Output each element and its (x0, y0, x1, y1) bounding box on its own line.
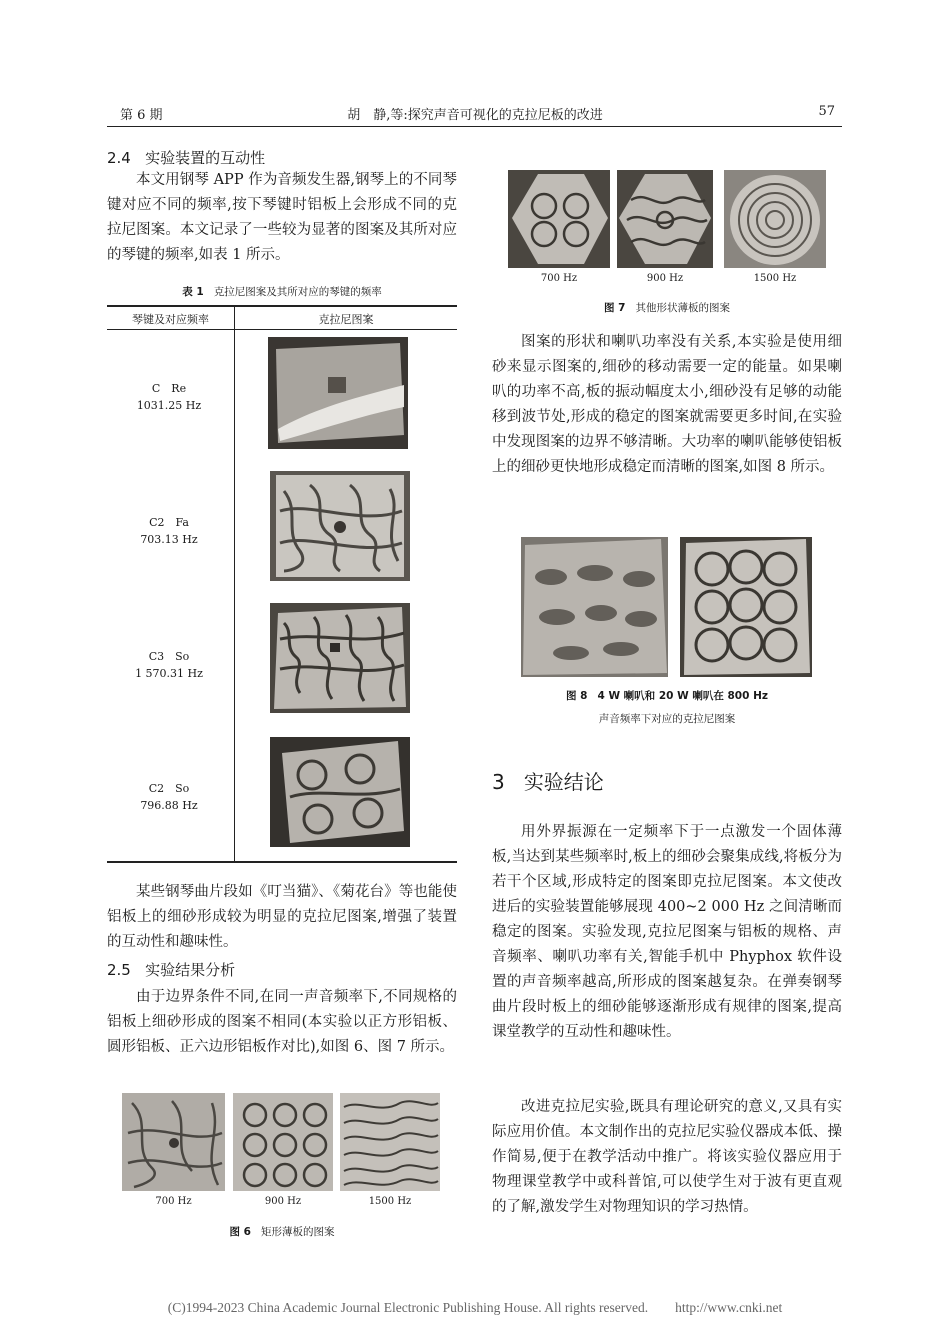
running-header-issue: 第 6 期 (120, 108, 163, 123)
row-key: C Re (151, 382, 187, 395)
figure-label: 图 8 (566, 690, 588, 702)
table-1-caption (107, 284, 457, 299)
figure-caption-text: 其他形状薄板的图案 (635, 302, 730, 314)
section-title: 实验结果分析 (145, 961, 236, 979)
section-number: 2.4 (107, 149, 131, 167)
fig8-photo-20w (680, 537, 812, 677)
paragraph-speaker-power: 图案的形状和喇叭功率没有关系,本实验是使用细砂来显示图案的,细砂的移动需要一定的能量。如果喇叭的功率不高,板的振动幅度太小,细砂没有足够的动能移到波节处,形成的稳定的图案就需要更多时间,在实验中发现图案的边界不够清晰。大功率的喇叭能够使铝板上的细砂更快地形成稳定而清晰的图案,如图 8 所示。 (492, 334, 842, 475)
section-2-5-heading (107, 959, 235, 980)
fig8-caption-line2: 声音频率下对应的克拉尼图案 (598, 713, 736, 725)
row-key: C2 So (148, 782, 190, 795)
fig8-photo-4w (521, 537, 668, 677)
running-header-title: 胡 静,等:探究声音可视化的克拉尼板的改进 (347, 108, 603, 123)
row-frequency: 703.13 Hz (140, 533, 198, 546)
row-frequency: 796.88 Hz (140, 799, 198, 812)
section-3-heading (492, 766, 604, 795)
chladni-photo-c-re (268, 337, 408, 449)
fig7-label-1500: 1500 Hz (753, 273, 797, 284)
table-row (103, 648, 235, 682)
chladni-photo-c2-fa (270, 471, 410, 581)
table-label: 表 1 (182, 286, 204, 298)
fig6-photo-700hz (122, 1093, 225, 1191)
table-caption-text: 克拉尼图案及其所对应的琴键的频率 (213, 286, 382, 298)
row-frequency: 1031.25 Hz (136, 399, 202, 412)
fig7-label-900: 900 Hz (646, 273, 684, 284)
table-top-rule (107, 305, 457, 307)
fig7-caption (492, 300, 842, 315)
figure-caption-text: 矩形薄板的图案 (260, 1226, 335, 1238)
table-row (103, 380, 235, 414)
page-number: 57 (818, 104, 835, 119)
section-2-4-heading (107, 147, 265, 168)
paragraph-piano-songs: 某些钢琴曲片段如《叮当猫》、《菊花台》等也能使铝板上的细砂形成较为明显的克拉尼图案,增强了装置的互动性和趣味性。 (107, 884, 457, 950)
fig7-photo-900hz (617, 170, 713, 268)
section-title: 实验装置的互动性 (145, 149, 266, 167)
section-number: 2.5 (107, 961, 131, 979)
figure-caption-text: 4 W 喇叭和 20 W 喇叭在 800 Hz (597, 690, 768, 702)
fig6-photo-1500hz (340, 1093, 440, 1191)
paragraph-conclusion: 用外界振源在一定频率下于一点激发一个固体薄板,当达到某些频率时,板上的细砂会聚集成线,将板分为若干个区域,形成特定的图案即克拉尼图案。本文使改进后的实验装置能够展现 400~2 000 Hz 之间清晰而稳定的图案。实验发现,克拉尼图案与铝板的规格、声音频率、喇叭功率有关,智能手机中 Phyphox 软件设置的声音频率越高,所形成的图案越复杂。在弹奏钢琴曲片段时板上的细砂能够逐渐形成有规律的图案,提高课堂教学的互动性和趣味性。 (492, 824, 842, 1040)
table-bottom-rule (107, 861, 457, 863)
figure-label: 图 6 (229, 1226, 251, 1238)
paragraph-apps: 本文用钢琴 APP 作为音频发生器,钢琴上的不同琴键对应不同的频率,按下琴键时铝板上会形成不同的克拉尼图案。本文记录了一些较为显著的图案及其所对应的琴键的频率,如表 1 所示。 (107, 172, 457, 263)
section-title: 实验结论 (523, 770, 604, 794)
section-number: 3 (492, 770, 505, 794)
table-row (103, 780, 235, 814)
fig6-label-700: 700 Hz (155, 1196, 192, 1207)
fig7-label-700: 700 Hz (540, 273, 578, 284)
table-head-rule (107, 329, 457, 330)
header-rule (107, 126, 842, 127)
paragraph-boundary-conditions: 由于边界条件不同,在同一声音频率下,不同规格的铝板上细砂形成的图案不相同(本实验以正方形铝板、圆形铝板、正六边形铝板作对比),如图 6、图 7 所示。 (107, 989, 457, 1055)
row-frequency: 1 570.31 Hz (135, 667, 203, 680)
fig7-photo-700hz (508, 170, 610, 268)
table-header-key: 琴键及对应频率 (132, 313, 209, 326)
figure-label: 图 7 (604, 302, 626, 314)
fig6-label-900: 900 Hz (264, 1196, 302, 1207)
table-header-pattern: 克拉尼图案 (318, 313, 374, 326)
chladni-photo-c2-so (270, 737, 410, 847)
row-key: C3 So (148, 650, 190, 663)
copyright-footer: (C)1994-2023 China Academic Journal Electronic Publishing House. All rights reserved. http://www.cnki.net (167, 1300, 783, 1315)
fig8-caption-line1 (492, 688, 842, 703)
table-row (103, 514, 235, 548)
row-key: C2 Fa (149, 516, 189, 529)
paragraph-significance: 改进克拉尼实验,既具有理论研究的意义,又具有实际应用价值。本文制作出的克拉尼实验仪器成本低、操作简易,便于在教学活动中推广。将该实验仪器应用于物理课堂教学中或科普馆,可以使学生对于波有更直观的了解,激发学生对物理知识的学习热情。 (492, 1099, 842, 1215)
chladni-photo-c3-so (270, 603, 410, 713)
fig6-photo-900hz (233, 1093, 333, 1191)
fig6-label-1500: 1500 Hz (368, 1196, 412, 1207)
fig6-caption (107, 1224, 457, 1239)
fig7-photo-1500hz (724, 170, 826, 268)
